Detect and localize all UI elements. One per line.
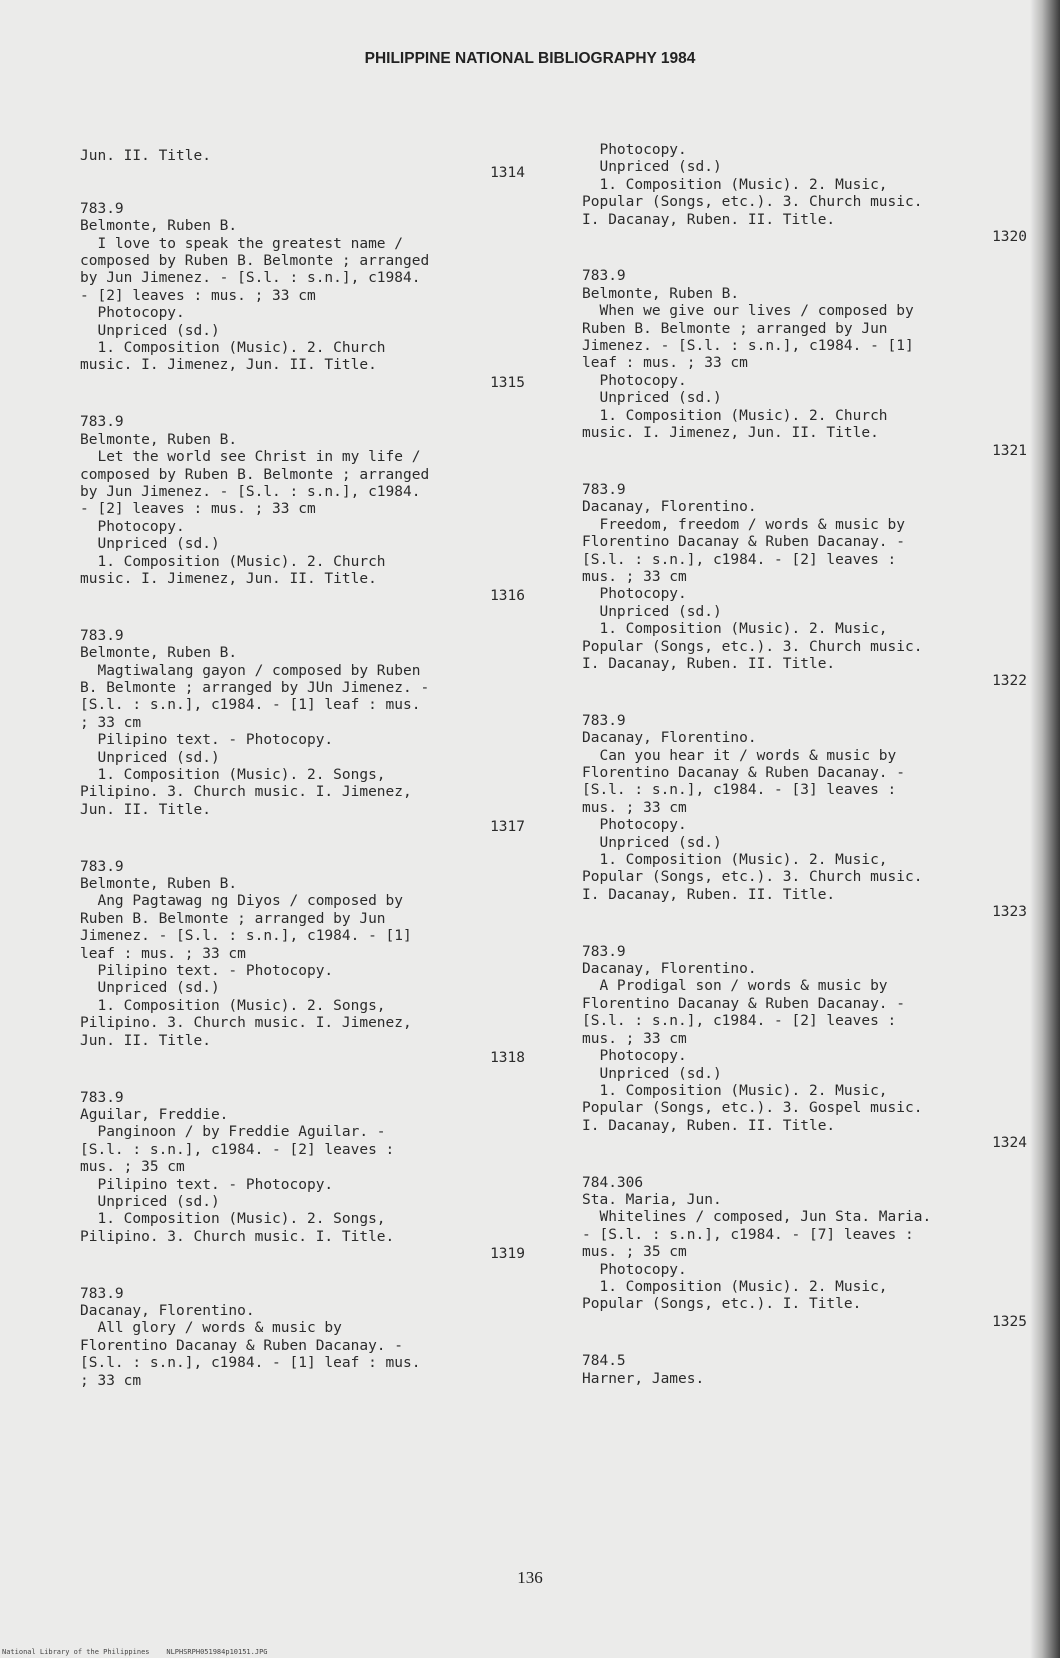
entry-text-line: [S.l. : s.n.], c1984. - [2] leaves : xyxy=(80,1141,395,1158)
classification-number: 784.306 xyxy=(582,1174,644,1191)
entry-text-line: B. Belmonte ; arranged by JUn Jimenez. - xyxy=(80,679,430,696)
entry-text-line: music. I. Jimenez, Jun. II. Title. xyxy=(80,570,377,587)
entry-number: 1325 xyxy=(992,1313,1027,1330)
entry-text-line: 1. Composition (Music). 2. Church xyxy=(80,553,386,570)
entry-text-line: Whitelines / composed, Jun Sta. Maria. xyxy=(582,1209,932,1226)
entry-text-line: Florentino Dacanay & Ruben Dacanay. - xyxy=(582,765,906,781)
entry-text-line: Dacanay, Florentino. xyxy=(582,499,757,516)
bibliographic-entry xyxy=(582,142,1027,246)
entry-number: 1319 xyxy=(490,1246,525,1263)
entry-text-line: Belmonte, Ruben B. xyxy=(80,645,238,662)
entry-text-line: [S.l. : s.n.], c1984. - [1] leaf : mus. xyxy=(80,1355,421,1372)
entry-text-line: by Jun Jimenez. - [S.l. : s.n.], c1984. xyxy=(80,483,421,500)
classification-number: 783.9 xyxy=(80,627,124,644)
entry-text-line: Jimenez. - [S.l. : s.n.], c1984. - [1] xyxy=(80,928,412,945)
entry-text-line: Popular (Songs, etc.). 3. Church music. xyxy=(582,638,923,655)
entry-number: 1322 xyxy=(992,673,1027,690)
entry-text-line: Unpriced (sd.) xyxy=(80,1193,220,1210)
entry-text-line: 1. Composition (Music). 2. Music, xyxy=(582,1278,888,1295)
entry-number: 1317 xyxy=(490,819,525,836)
entry-text-line: [S.l. : s.n.], c1984. - [1] leaf : mus. xyxy=(80,697,421,714)
bibliographic-entry xyxy=(582,482,1027,691)
entry-text-line: Unpriced (sd.) xyxy=(80,980,220,997)
entry-number: 1316 xyxy=(490,588,525,605)
entry-text-line: Ang Pagtawag ng Diyos / composed by xyxy=(80,893,404,910)
classification-number: 784.5 xyxy=(582,1353,626,1370)
entry-text-line: Unpriced (sd.) xyxy=(582,603,722,620)
entry-number: 1324 xyxy=(992,1135,1027,1152)
entry-text-line: Pilipino text. - Photocopy. xyxy=(80,1176,334,1193)
bibliographic-entry xyxy=(582,1353,1027,1388)
entry-text-line: I. Dacanay, Ruben. II. Title. xyxy=(582,655,836,672)
entry-text-line: music. I. Jimenez, Jun. II. Title. xyxy=(80,357,377,374)
entry-text-line: Dacanay, Florentino. xyxy=(582,730,757,747)
entry-text-line: Photocopy. xyxy=(582,1261,687,1278)
classification-number: 783.9 xyxy=(80,1285,124,1302)
bibliographic-entry xyxy=(80,414,525,605)
entry-text-line: Unpriced (sd.) xyxy=(80,749,220,766)
entry-text-line: Belmonte, Ruben B. xyxy=(80,218,238,235)
page-edge-shadow xyxy=(1030,0,1060,1658)
entry-text-line: composed by Ruben B. Belmonte ; arranged xyxy=(80,466,430,483)
entry-text-line: 1. Composition (Music). 2. Music, xyxy=(582,852,888,869)
entry-text-line: Photocopy. xyxy=(582,372,687,389)
entry-text-line: - [2] leaves : mus. ; 33 cm xyxy=(80,501,316,518)
entry-text-line: When we give our lives / composed by xyxy=(582,303,914,320)
entry-text-line: Popular (Songs, etc.). 3. Gospel music. xyxy=(582,1100,923,1117)
entry-text-line: Pilipino text. - Photocopy. xyxy=(80,732,334,749)
entry-text-line: Popular (Songs, etc.). 3. Church music. xyxy=(582,869,923,886)
entry-text-line: Popular (Songs, etc.). I. Title. xyxy=(582,1296,862,1313)
page-number: 136 xyxy=(517,1568,543,1587)
classification-number: 783.9 xyxy=(80,200,124,217)
entry-text-line: mus. ; 33 cm xyxy=(582,799,687,816)
entry-text-line: Photocopy. xyxy=(80,518,185,535)
bibliographic-entry xyxy=(582,268,1027,459)
entry-text-line: Aguilar, Freddie. xyxy=(80,1106,229,1123)
scan-footer: National Library of the Philippines NLPHSRPH051984p10151.JPG xyxy=(2,1648,268,1656)
entry-text-line: ; 33 cm xyxy=(80,714,142,731)
bibliographic-entry xyxy=(582,1175,1027,1332)
entry-text-line: A Prodigal son / words & music by xyxy=(582,978,888,995)
left-column xyxy=(80,148,525,1390)
entry-text-line: I. Dacanay, Ruben. II. Title. xyxy=(582,1117,836,1134)
bibliographic-entry xyxy=(80,859,525,1068)
entry-text-line: Photocopy. xyxy=(582,586,687,603)
entry-number: 1315 xyxy=(490,374,525,391)
entry-text-line: Let the world see Christ in my life / xyxy=(80,449,421,466)
entry-text-line: 1. Composition (Music). 2. Songs, xyxy=(80,997,386,1014)
entry-text-line: Florentino Dacanay & Ruben Dacanay. - xyxy=(582,534,906,551)
bibliographic-entry xyxy=(80,201,525,392)
entry-text-line: Unpriced (sd.) xyxy=(80,322,220,339)
classification-number: 783.9 xyxy=(582,943,626,960)
entry-text-line: Popular (Songs, etc.). 3. Church music. xyxy=(582,194,923,211)
right-column xyxy=(582,142,1027,1388)
bibliographic-entry xyxy=(80,148,525,183)
entry-text-line: Photocopy. xyxy=(582,817,687,834)
entry-text-line: [S.l. : s.n.], c1984. - [3] leaves : xyxy=(582,782,897,799)
entry-text-line: leaf : mus. ; 33 cm xyxy=(582,355,748,372)
entry-text-line: Photocopy. xyxy=(582,142,687,158)
entry-text-line: All glory / words & music by xyxy=(80,1320,342,1337)
entry-text-line: mus. ; 33 cm xyxy=(582,1030,687,1047)
entry-text-line: Unpriced (sd.) xyxy=(582,390,722,407)
entry-text-line: Unpriced (sd.) xyxy=(582,159,722,176)
classification-number: 783.9 xyxy=(80,414,124,431)
entry-text-line: Magtiwalang gayon / composed by Ruben xyxy=(80,662,421,679)
entry-text-line: Photocopy. xyxy=(582,1048,687,1065)
entry-text-line: Dacanay, Florentino. xyxy=(80,1302,255,1319)
entry-text-line: Unpriced (sd.) xyxy=(582,834,722,851)
entry-text-line: Dacanay, Florentino. xyxy=(582,961,757,978)
entry-text-line: Ruben B. Belmonte ; arranged by Jun xyxy=(582,320,888,337)
entry-text-line: Jun. II. Title. xyxy=(80,148,211,164)
entry-text-line: Unpriced (sd.) xyxy=(582,1065,722,1082)
entry-text-line: - [S.l. : s.n.], c1984. - [7] leaves : xyxy=(582,1226,914,1243)
entry-text-line: 1. Composition (Music). 2. Music, xyxy=(582,176,888,193)
entry-text-line: Jun. II. Title. xyxy=(80,801,211,818)
bibliographic-entry xyxy=(80,628,525,837)
entry-text-line: Pilipino. 3. Church music. I. Jimenez, xyxy=(80,784,412,801)
entry-text-line: Panginoon / by Freddie Aguilar. - xyxy=(80,1124,386,1141)
entry-number: 1314 xyxy=(490,165,525,182)
entry-text-line: ; 33 cm xyxy=(80,1372,142,1389)
bibliographic-entry xyxy=(582,713,1027,922)
entry-text-line: Photocopy. xyxy=(80,305,185,322)
entry-text-line: Unpriced (sd.) xyxy=(80,536,220,553)
classification-number: 783.9 xyxy=(582,712,626,729)
bibliographic-entry xyxy=(80,1090,525,1264)
entry-text-line: music. I. Jimenez, Jun. II. Title. xyxy=(582,425,879,442)
entry-text-line: [S.l. : s.n.], c1984. - [2] leaves : xyxy=(582,551,897,568)
classification-number: 783.9 xyxy=(582,481,626,498)
page-header: PHILIPPINE NATIONAL BIBLIOGRAPHY 1984 xyxy=(364,50,696,67)
entry-text-line: Belmonte, Ruben B. xyxy=(80,876,238,893)
entry-text-line: by Jun Jimenez. - [S.l. : s.n.], c1984. xyxy=(80,270,421,287)
entry-text-line: I love to speak the greatest name / xyxy=(80,235,404,252)
entry-text-line: 1. Composition (Music). 2. Songs, xyxy=(80,1211,386,1228)
entry-text-line: Florentino Dacanay & Ruben Dacanay. - xyxy=(582,995,906,1012)
entry-text-line: Can you hear it / words & music by xyxy=(582,747,897,764)
bibliographic-entry xyxy=(80,1286,525,1390)
entry-text-line: 1. Composition (Music). 2. Music, xyxy=(582,621,888,638)
entry-text-line: mus. ; 33 cm xyxy=(582,568,687,585)
entry-text-line: - [2] leaves : mus. ; 33 cm xyxy=(80,287,316,304)
entry-number: 1320 xyxy=(992,229,1027,246)
entry-text-line: I. Dacanay, Ruben. II. Title. xyxy=(582,886,836,903)
entry-text-line: Belmonte, Ruben B. xyxy=(80,431,238,448)
entry-text-line: mus. ; 35 cm xyxy=(80,1159,185,1176)
entry-text-line: leaf : mus. ; 33 cm xyxy=(80,945,246,962)
entry-text-line: Ruben B. Belmonte ; arranged by Jun xyxy=(80,910,386,927)
entry-text-line: [S.l. : s.n.], c1984. - [2] leaves : xyxy=(582,1013,897,1030)
entry-text-line: 1. Composition (Music). 2. Church xyxy=(80,340,386,357)
entry-text-line: composed by Ruben B. Belmonte ; arranged xyxy=(80,253,430,270)
entry-text-line: 1. Composition (Music). 2. Music, xyxy=(582,1082,888,1099)
entry-text-line: Florentino Dacanay & Ruben Dacanay. - xyxy=(80,1337,404,1354)
entry-text-line: Jun. II. Title. xyxy=(80,1032,211,1049)
entry-number: 1318 xyxy=(490,1050,525,1067)
classification-number: 783.9 xyxy=(80,1089,124,1106)
entry-text-line: Sta. Maria, Jun. xyxy=(582,1191,722,1208)
entry-text-line: 1. Composition (Music). 2. Church xyxy=(582,407,888,424)
classification-number: 783.9 xyxy=(582,268,626,285)
bibliographic-entry xyxy=(582,944,1027,1153)
entry-text-line: mus. ; 35 cm xyxy=(582,1244,687,1261)
entry-text-line: Pilipino. 3. Church music. I. Jimenez, xyxy=(80,1015,412,1032)
entry-text-line: Belmonte, Ruben B. xyxy=(582,285,740,302)
entry-text-line: I. Dacanay, Ruben. II. Title. xyxy=(582,211,836,228)
entry-number: 1321 xyxy=(992,442,1027,459)
entry-text-line: Harner, James. xyxy=(582,1370,705,1387)
entry-text-line: Pilipino text. - Photocopy. xyxy=(80,963,334,980)
entry-number: 1323 xyxy=(992,904,1027,921)
entry-text-line: Jimenez. - [S.l. : s.n.], c1984. - [1] xyxy=(582,338,914,355)
entry-text-line: Freedom, freedom / words & music by xyxy=(582,516,906,533)
entry-text-line: 1. Composition (Music). 2. Songs, xyxy=(80,767,386,783)
entry-text-line: Pilipino. 3. Church music. I. Title. xyxy=(80,1228,395,1245)
classification-number: 783.9 xyxy=(80,858,124,875)
